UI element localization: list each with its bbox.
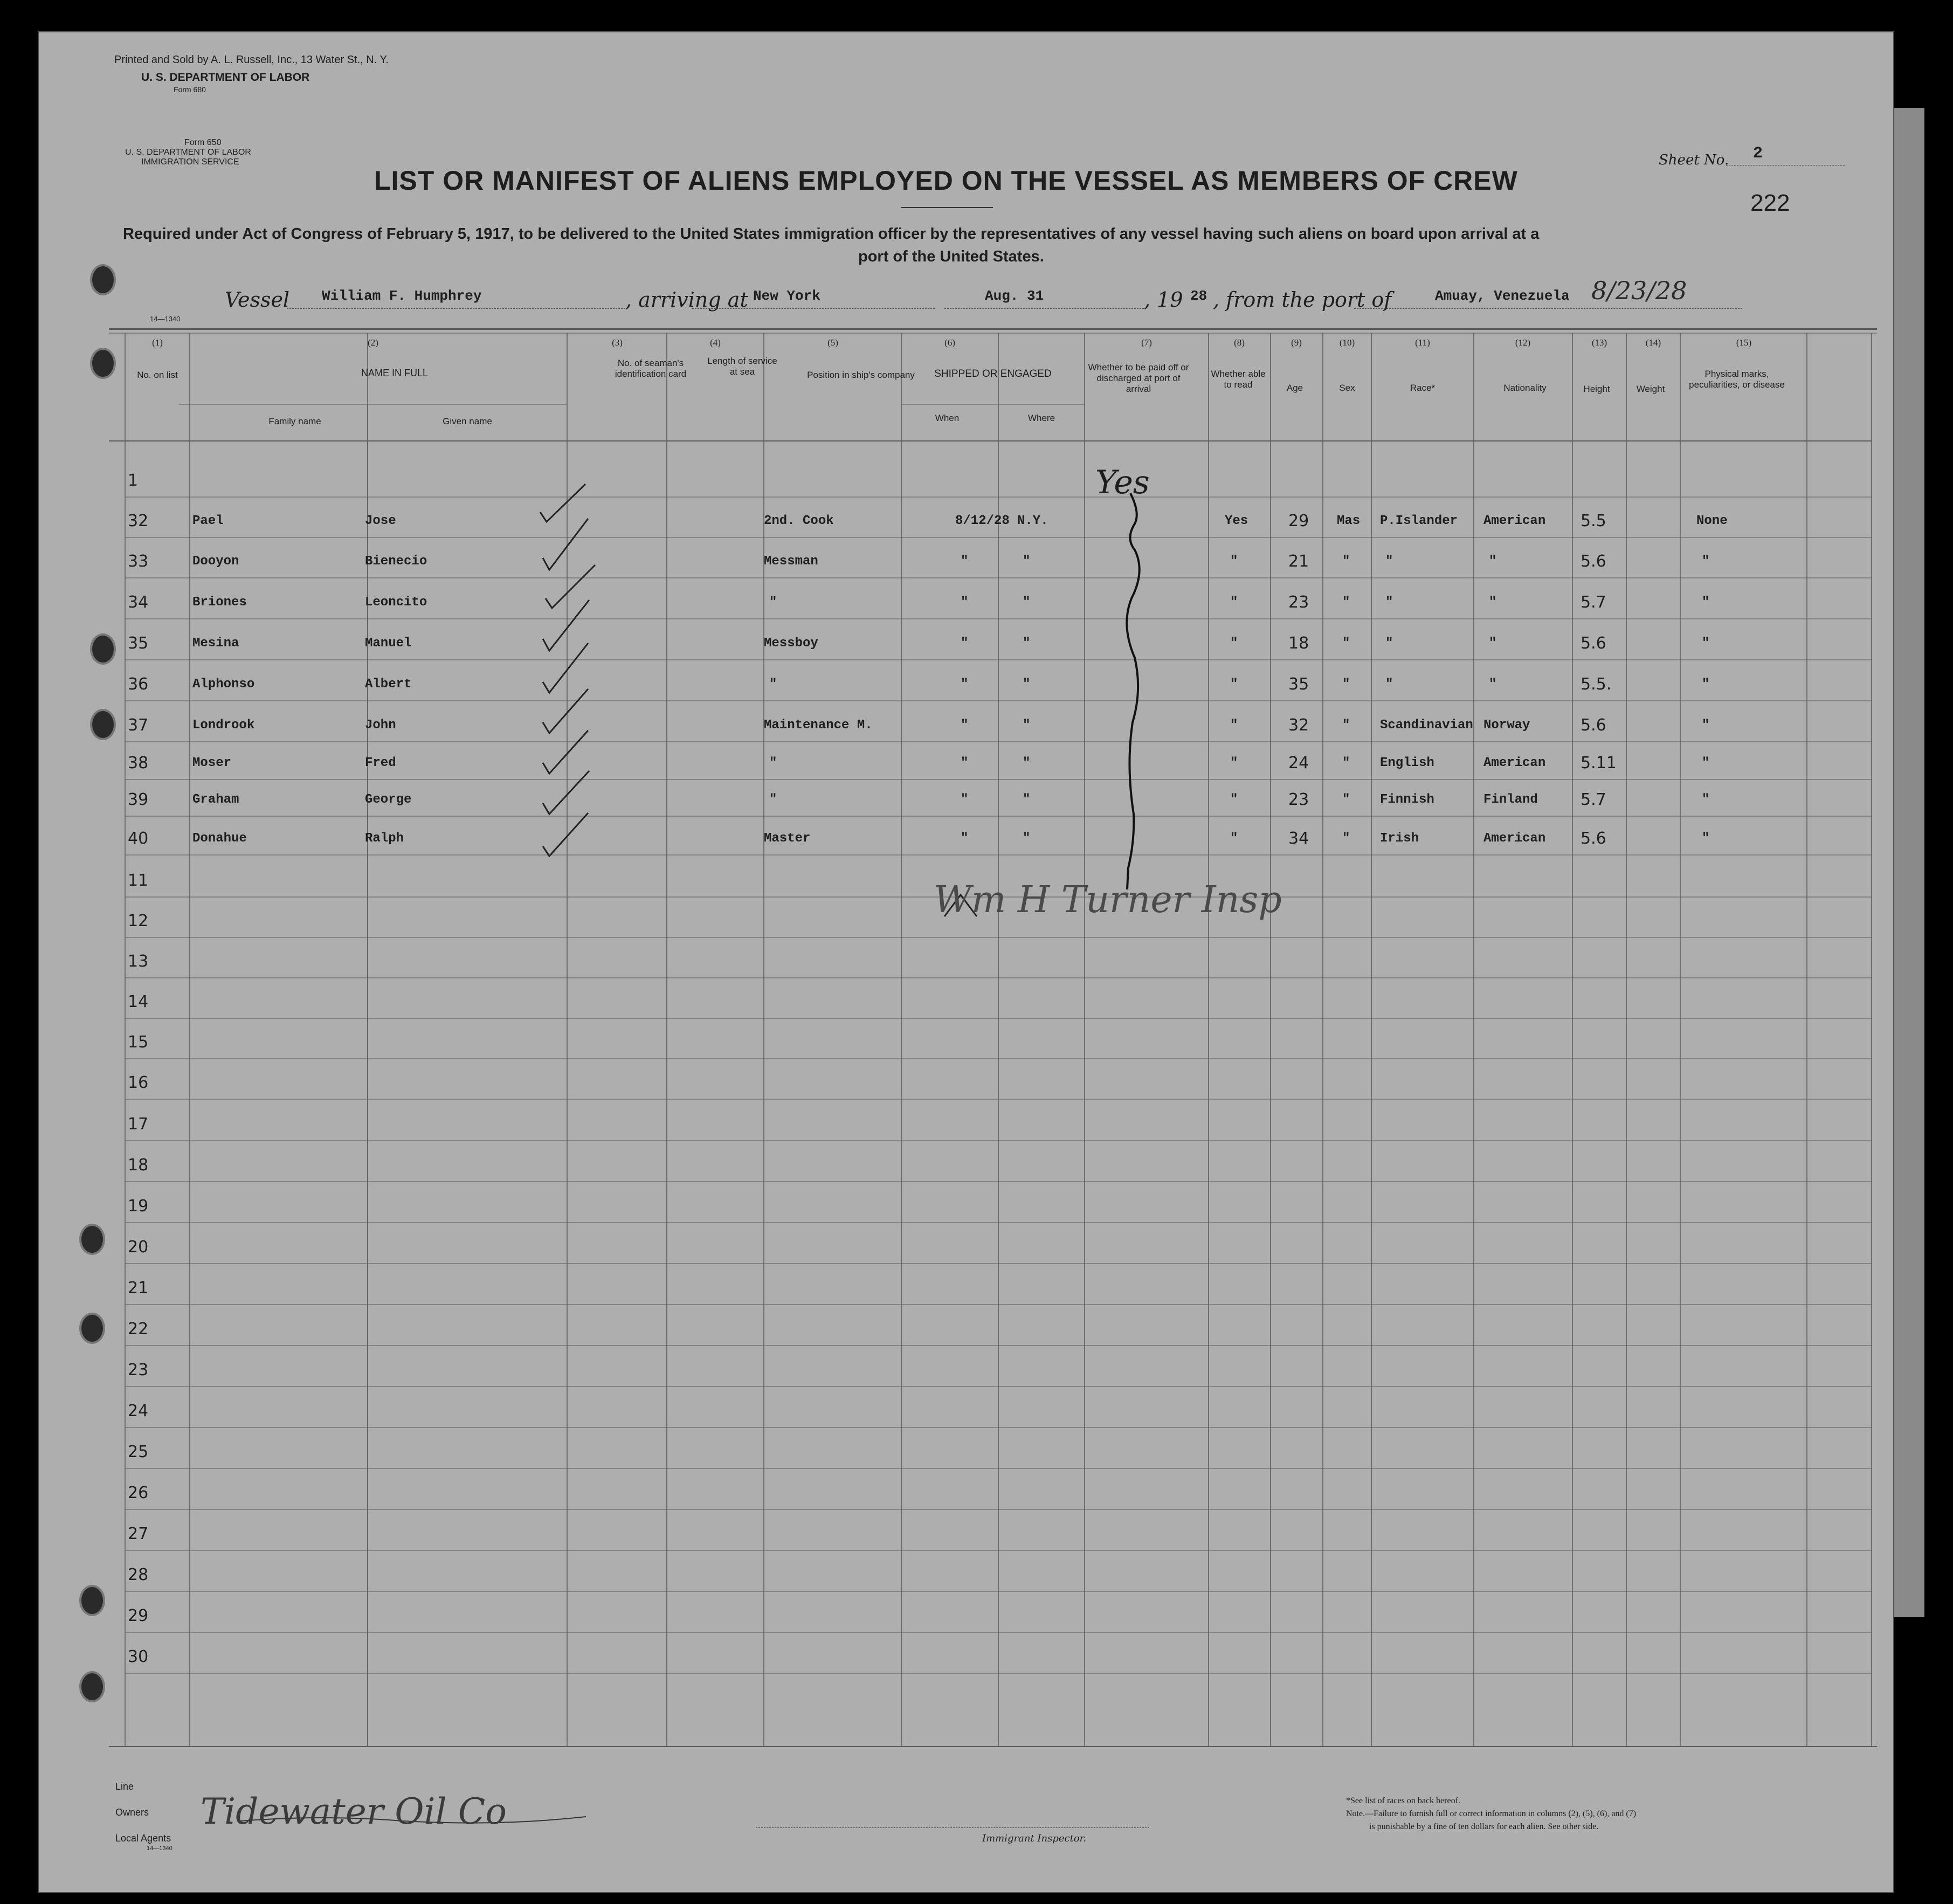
cell-marks: " [1702,554,1710,569]
cell-age: 29 [1288,512,1309,530]
printer-imprint: Printed and Sold by A. L. Russell, Inc., 13 Water St., N. Y. [114,54,389,66]
cell-nationality: " [1489,677,1497,692]
cell-no: 1 [128,471,139,490]
header-family-name: Family name [268,416,321,426]
cell-no: 35 [128,634,149,653]
cell-race: Scandinavian [1380,718,1473,733]
cell-no: 21 [128,1279,149,1298]
header-physical-marks: Physical marks, peculiarities, or disease [1689,369,1785,390]
cell-read: " [1230,831,1238,846]
cell-no: 12 [128,912,149,930]
inspector-signature: Wm H Turner Insp [934,879,1282,921]
cell-family: Graham [192,792,239,807]
cell-height: 5.6 [1581,716,1606,735]
local-agents-signature: Tidewater Oil Co [201,1791,507,1832]
cell-height: 5.11 [1581,754,1617,772]
cell-where: " [1023,718,1031,733]
cell-position: Maintenance M. [764,718,873,733]
cell-marks: " [1702,756,1710,770]
cell-position: " [769,595,777,610]
cell-marks: " [1702,595,1710,610]
cell-where: " [1023,831,1031,846]
cell-when: " [961,756,969,770]
cell-family: Mesina [192,636,239,651]
cell-no: 32 [128,512,149,530]
column-number: (15) [1736,337,1752,348]
cell-sex: " [1342,636,1350,651]
handwritten-date: 8/23/28 [1591,276,1687,305]
cell-read: Yes [1225,514,1248,528]
cell-given: Leoncito [365,595,427,610]
cell-sex: " [1342,792,1350,807]
cell-marks: " [1702,792,1710,807]
service-name: IMMIGRATION SERVICE [141,157,239,167]
cell-no: 15 [128,1033,149,1052]
form-label: Form 680 [174,85,206,94]
subtitle-line-1: Required under Act of Congress of February 5, 1917, to be delivered to the United States immigration officer by the representatives of any vessel having such aliens on board upon arrival at a [123,225,1540,243]
cell-read: " [1230,595,1238,610]
checkmark [543,771,589,814]
column-number: (9) [1291,337,1302,348]
cell-no: 38 [128,754,149,772]
cell-when: " [961,677,969,692]
cell-given: Jose [365,514,396,528]
header-where: Where [1027,413,1055,423]
arrival-port: New York [753,288,820,304]
cell-no: 14 [128,992,149,1011]
cell-family: Dooyon [192,554,239,569]
cell-when: " [961,554,969,569]
header-shipped-engaged: SHIPPED OR ENGAGED [934,368,1052,380]
cell-marks: " [1702,831,1710,846]
cell-where: " [1023,554,1031,569]
header-weight: Weight [1636,384,1665,394]
cell-height: 5.7 [1581,790,1606,809]
owners-label: Owners [115,1807,149,1818]
cell-no: 17 [128,1115,149,1134]
cell-race: " [1385,554,1393,569]
column-number: (12) [1515,337,1531,348]
cell-age: 34 [1288,829,1309,848]
cell-nationality: Norway [1483,718,1530,733]
cell-family: Londrook [192,718,255,733]
cell-position: " [769,677,777,692]
cell-nationality: American [1483,514,1546,528]
cell-sex: " [1342,831,1350,846]
handwritten-marks [39,32,1893,1892]
cell-sex: " [1342,554,1350,569]
cell-given: George [365,792,412,807]
column-number: (14) [1645,337,1661,348]
cell-when: " [961,792,969,807]
cell-no: 37 [128,716,149,735]
cell-height: 5.5 [1581,512,1606,530]
column-number: (8) [1234,337,1245,348]
cell-nationality: American [1483,756,1546,770]
arriving-label: , arriving at [625,288,748,312]
cell-where: " [1023,636,1031,651]
cell-height: 5.5. [1581,675,1612,694]
local-agents-label: Local Agents [115,1833,171,1844]
arrival-year: 28 [1190,288,1207,304]
line-label: Line [115,1781,134,1792]
checkmark [540,484,585,522]
checkmark [543,600,589,651]
cell-age: 35 [1288,675,1309,694]
check-marks [540,484,595,856]
cell-no: 25 [128,1443,149,1461]
header-name-in-full: NAME IN FULL [361,368,429,378]
header-race: Race* [1410,383,1436,393]
cell-age: 18 [1288,634,1309,653]
cell-when: " [961,595,969,610]
cell-when: " [961,636,969,651]
cell-no: 19 [128,1197,149,1216]
cell-age: 23 [1288,790,1309,809]
cell-read: " [1230,677,1238,692]
immigrant-inspector-label: Immigrant Inspector. [982,1833,1087,1844]
cell-read: " [1230,718,1238,733]
cell-where: N.Y. [1017,514,1048,528]
header-sex: Sex [1339,383,1355,393]
cell-nationality: American [1483,831,1546,846]
column-number: (11) [1415,337,1430,348]
header-nationality: Nationality [1503,383,1547,393]
penalty-note-1: Note.—Failure to furnish full or correct information in columns (2), (5), (6), and (7) [1346,1809,1637,1818]
checkmark [543,689,588,733]
department-name: U. S. DEPARTMENT OF LABOR [125,148,251,157]
cell-family: Pael [192,514,224,528]
inspector-signature-line [756,1827,1149,1828]
cell-nationality: " [1489,554,1497,569]
penalty-note-2: is punishable by a fine of ten dollars for each alien. See other side. [1369,1822,1599,1831]
cell-no: 20 [128,1238,149,1257]
cell-no: 24 [128,1402,149,1420]
cell-family: Briones [192,595,247,610]
column-number: (6) [944,337,955,348]
cell-position: Messboy [764,636,818,651]
page-title: LIST OR MANIFEST OF ALIENS EMPLOYED ON THE VESSEL AS MEMBERS OF CREW [374,165,1518,196]
departure-port: Amuay, Venezuela [1435,288,1570,304]
cell-height: 5.7 [1581,593,1606,612]
column-number: (2) [368,337,378,348]
cell-race: " [1385,677,1393,692]
cell-sex: " [1342,718,1350,733]
cell-age: 24 [1288,754,1309,772]
stamp-number: 222 [1750,190,1790,216]
cell-when: " [961,718,969,733]
header-given-name: Given name [443,416,492,426]
cell-marks: " [1702,636,1710,651]
cell-no: 13 [128,952,149,971]
cell-no: 28 [128,1565,149,1584]
cell-no: 36 [128,675,149,694]
cell-where: " [1023,756,1031,770]
header-id-card: No. of seaman's identification card [615,358,687,379]
cell-nationality: " [1489,595,1497,610]
cell-family: Donahue [192,831,247,846]
cell-height: 5.6 [1581,634,1606,653]
cell-no: 29 [128,1606,149,1625]
cell-position: Master [764,831,811,846]
manifest-sheet [38,31,1894,1893]
cell-position: " [769,756,777,770]
column-number: (3) [612,337,623,348]
arrival-date: Aug. 31 [985,288,1044,304]
cell-no: 22 [128,1320,149,1339]
subtitle-line-2: port of the United States. [858,248,1044,265]
cell-given: John [365,718,396,733]
cell-given: Manuel [365,636,412,651]
checkmark [543,813,588,856]
cell-nationality: Finland [1483,792,1538,807]
cell-race: P.Islander [1380,514,1458,528]
column-number: (1) [152,337,163,348]
vessel-name: William F. Humphrey [322,288,482,304]
year-label: , 19 [1144,288,1183,312]
column-number: (10) [1339,337,1355,348]
vessel-label: Vessel [225,288,290,312]
cell-read: " [1230,554,1238,569]
cell-marks: None [1696,514,1728,528]
cell-race: " [1385,636,1393,651]
cell-height: 5.6 [1581,829,1606,848]
cell-race: Irish [1380,831,1419,846]
races-note: *See list of races on back hereof. [1346,1796,1460,1805]
cell-no: 11 [128,871,149,890]
paid-off-yes: Yes [1095,464,1150,501]
from-label: , from the port of [1213,288,1392,312]
cell-when: 8/12/28 [955,514,1010,528]
column-number: (13) [1591,337,1607,348]
column-number: (5) [827,337,838,348]
cell-race: " [1385,595,1393,610]
cell-no: 23 [128,1361,149,1379]
cell-no: 18 [128,1156,149,1175]
cell-age: 23 [1288,593,1309,612]
form-number: Form 650 [184,138,222,147]
cell-height: 5.6 [1581,552,1606,571]
cell-read: " [1230,756,1238,770]
cell-where: " [1023,792,1031,807]
header-position: Position in ship's company [807,370,915,380]
cell-given: Fred [365,756,396,770]
cell-where: " [1023,677,1031,692]
checkmark [543,730,588,774]
cell-nationality: " [1489,636,1497,651]
sheet-number: 2 [1753,144,1763,163]
cell-where: " [1023,595,1031,610]
cell-sex: " [1342,677,1350,692]
header-paid-off: Whether to be paid off or discharged at port of arrival [1088,362,1189,394]
cell-position: 2nd. Cook [764,514,834,528]
cell-age: 21 [1288,552,1309,571]
header-height: Height [1583,384,1610,394]
cell-race: English [1380,756,1434,770]
department-label: U. S. DEPARTMENT OF LABOR [141,71,310,84]
cell-position: " [769,792,777,807]
cell-no: 26 [128,1484,149,1502]
sheet-label: Sheet No. [1659,152,1729,168]
checkmark [543,519,588,570]
cell-no: 33 [128,552,149,571]
cell-no: 27 [128,1524,149,1543]
cell-sex: " [1342,756,1350,770]
cell-sex: Mas [1337,514,1361,528]
cell-sex: " [1342,595,1350,610]
cell-marks: " [1702,677,1710,692]
cell-race: Finnish [1380,792,1434,807]
cell-when: " [961,831,969,846]
cell-no: 30 [128,1647,149,1666]
header-length-service: Length of service at sea [707,356,777,377]
column-number: (4) [710,337,721,348]
cell-no: 34 [128,593,149,612]
cell-position: Messman [764,554,818,569]
cell-marks: " [1702,718,1710,733]
footer-stock-number: 14—1340 [147,1845,172,1852]
header-no-on-list: No. on list [137,370,178,380]
stock-number: 14—1340 [150,315,181,323]
cell-no: 16 [128,1073,149,1092]
header-able-to-read: Whether able to read [1211,369,1266,390]
cell-family: Alphonso [192,677,255,692]
cell-family: Moser [192,756,232,770]
header-age: Age [1286,383,1303,393]
cell-no: 40 [128,829,149,848]
cell-given: Albert [365,677,412,692]
cell-read: " [1230,636,1238,651]
cell-no: 39 [128,790,149,809]
header-when: When [935,413,960,423]
cell-given: Bienecio [365,554,427,569]
column-number: (7) [1141,337,1152,348]
paid-off-ditto-bracket [1127,493,1139,889]
cell-read: " [1230,792,1238,807]
cell-age: 32 [1288,716,1309,735]
cell-given: Ralph [365,831,404,846]
